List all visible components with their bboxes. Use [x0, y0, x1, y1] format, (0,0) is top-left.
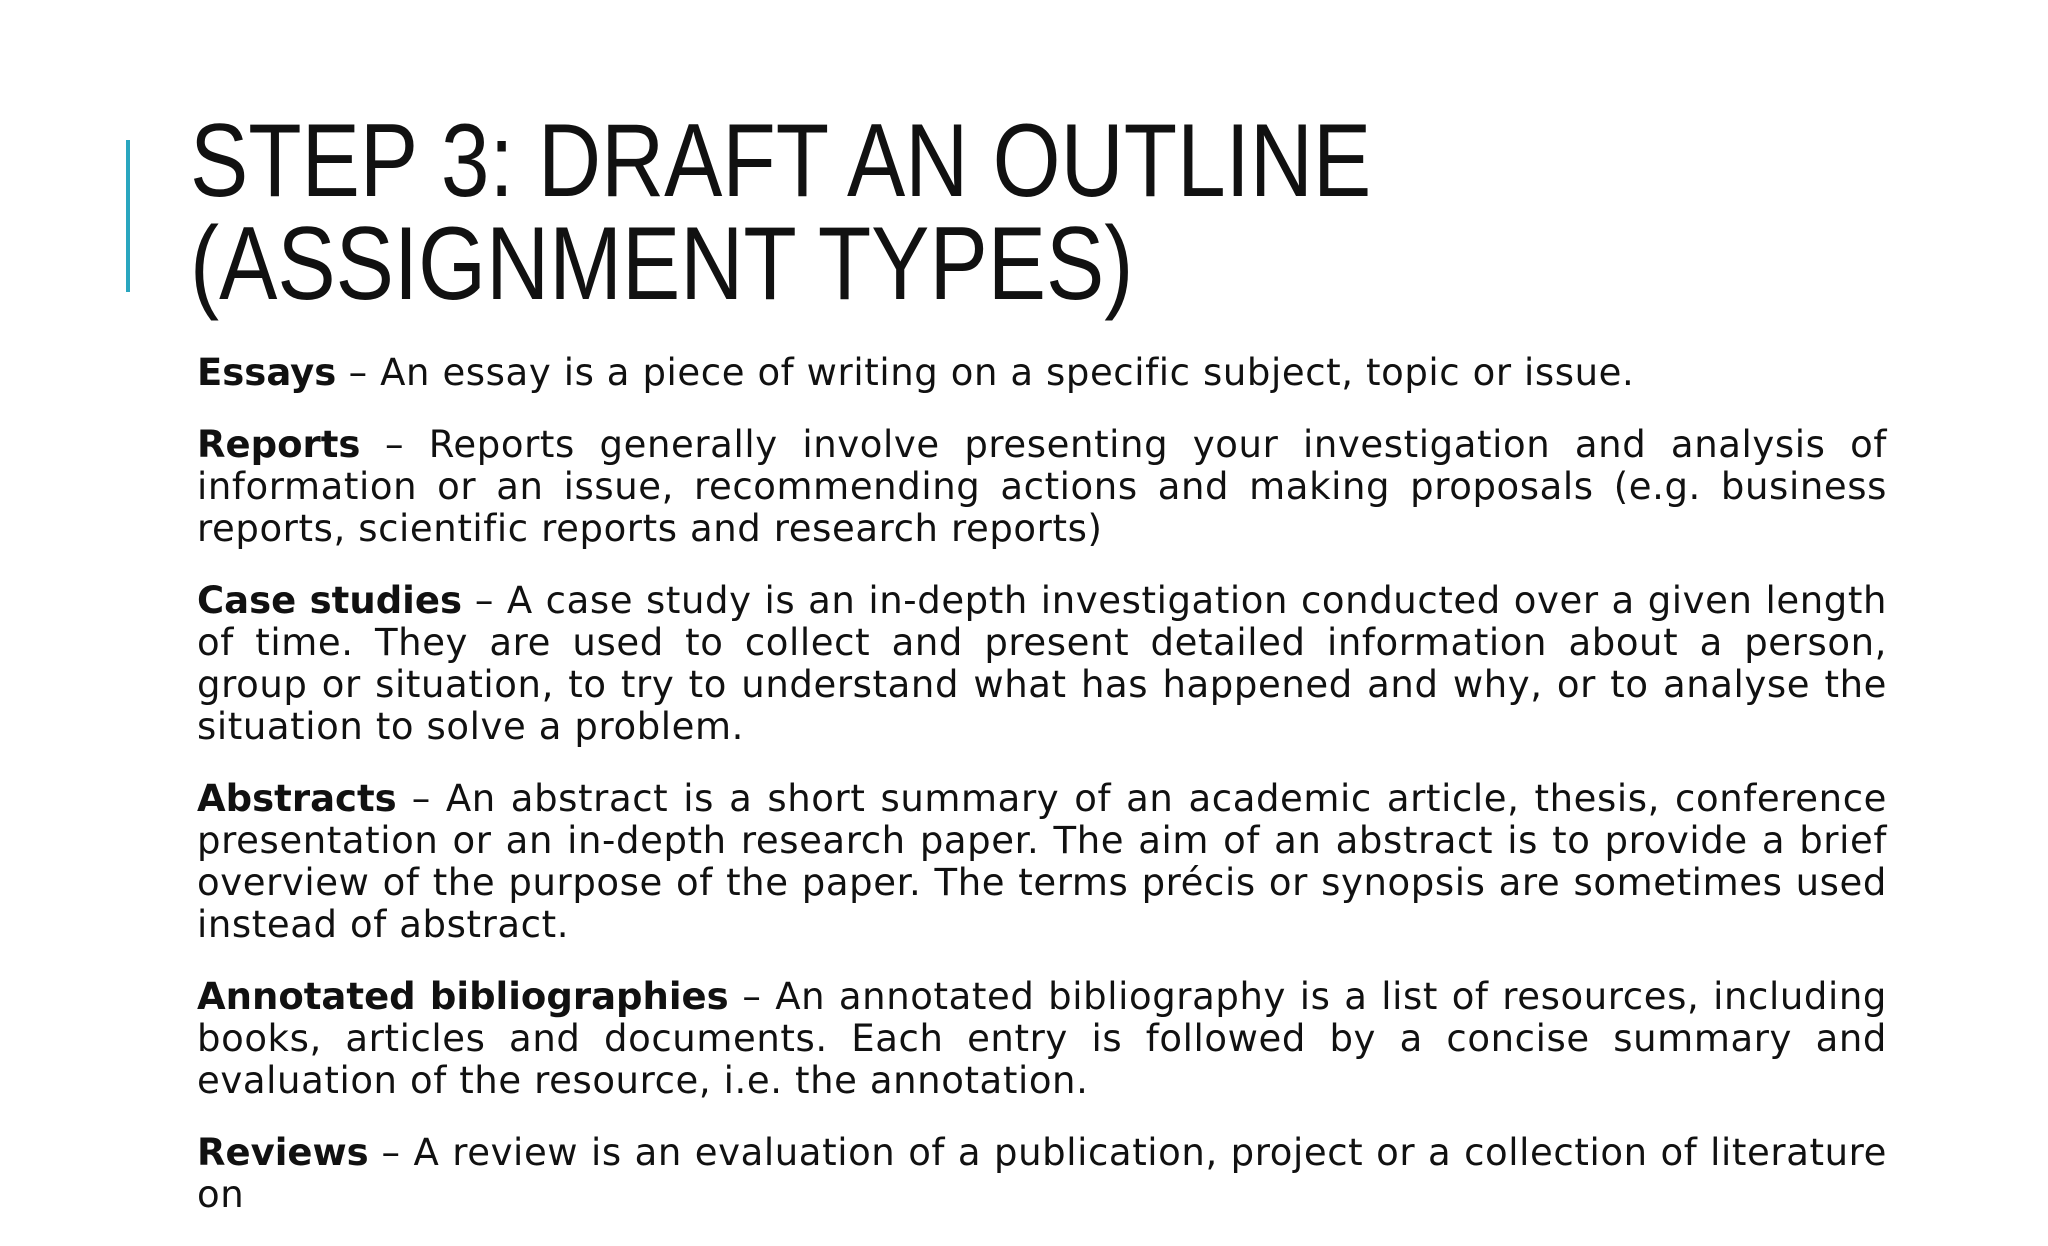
- item-description: – Reports generally involve presenting your investigation and analysis of information or an issue, recommending actions and making proposals (e.g. business reports, scientific reports and research reports): [197, 423, 1887, 550]
- item-term: Reports: [197, 423, 361, 466]
- item-term: Case studies: [197, 579, 462, 622]
- title-accent-bar: [126, 140, 130, 292]
- item-term: Reviews: [197, 1131, 369, 1174]
- item-description: – An essay is a piece of writing on a specific subject, topic or issue.: [336, 351, 1635, 394]
- item-term: Annotated bibliographies: [197, 975, 729, 1018]
- item-description: – An abstract is a short summary of an academic article, thesis, conference presentation or an in-depth research paper. The aim of an abstract is to provide a brief overview of the purpose of the paper. The terms précis or synopsis are sometimes used instead of abstract.: [197, 777, 1887, 946]
- slide-body: [197, 352, 1887, 1246]
- slide-title-line-1: STEP 3: DRAFT AN OUTLINE: [190, 103, 1372, 219]
- item-abstracts: [197, 778, 1887, 946]
- item-reports: [197, 424, 1887, 550]
- item-case-studies: [197, 580, 1887, 748]
- slide-title: [190, 103, 1618, 322]
- item-term: Abstracts: [197, 777, 397, 820]
- item-reviews: [197, 1132, 1887, 1216]
- item-term: Essays: [197, 351, 337, 394]
- item-annotated-bibliographies: [197, 976, 1887, 1102]
- item-description: – A case study is an in-depth investigation conducted over a given length of time. They are used to collect and present detailed information about a person, group or situation, to try to understand what has happened and why, or to analyse the situation to solve a problem.: [197, 579, 1887, 748]
- item-description: – An annotated bibliography is a list of resources, including books, articles and documents. Each entry is followed by a concise summary and evaluation of the resource, i.e. the annotation.: [197, 975, 1887, 1102]
- slide-title-line-2: (ASSIGNMENT TYPES): [190, 206, 1134, 322]
- item-description: – A review is an evaluation of a publication, project or a collection of literature on: [197, 1131, 1887, 1216]
- item-essays: [197, 352, 1887, 394]
